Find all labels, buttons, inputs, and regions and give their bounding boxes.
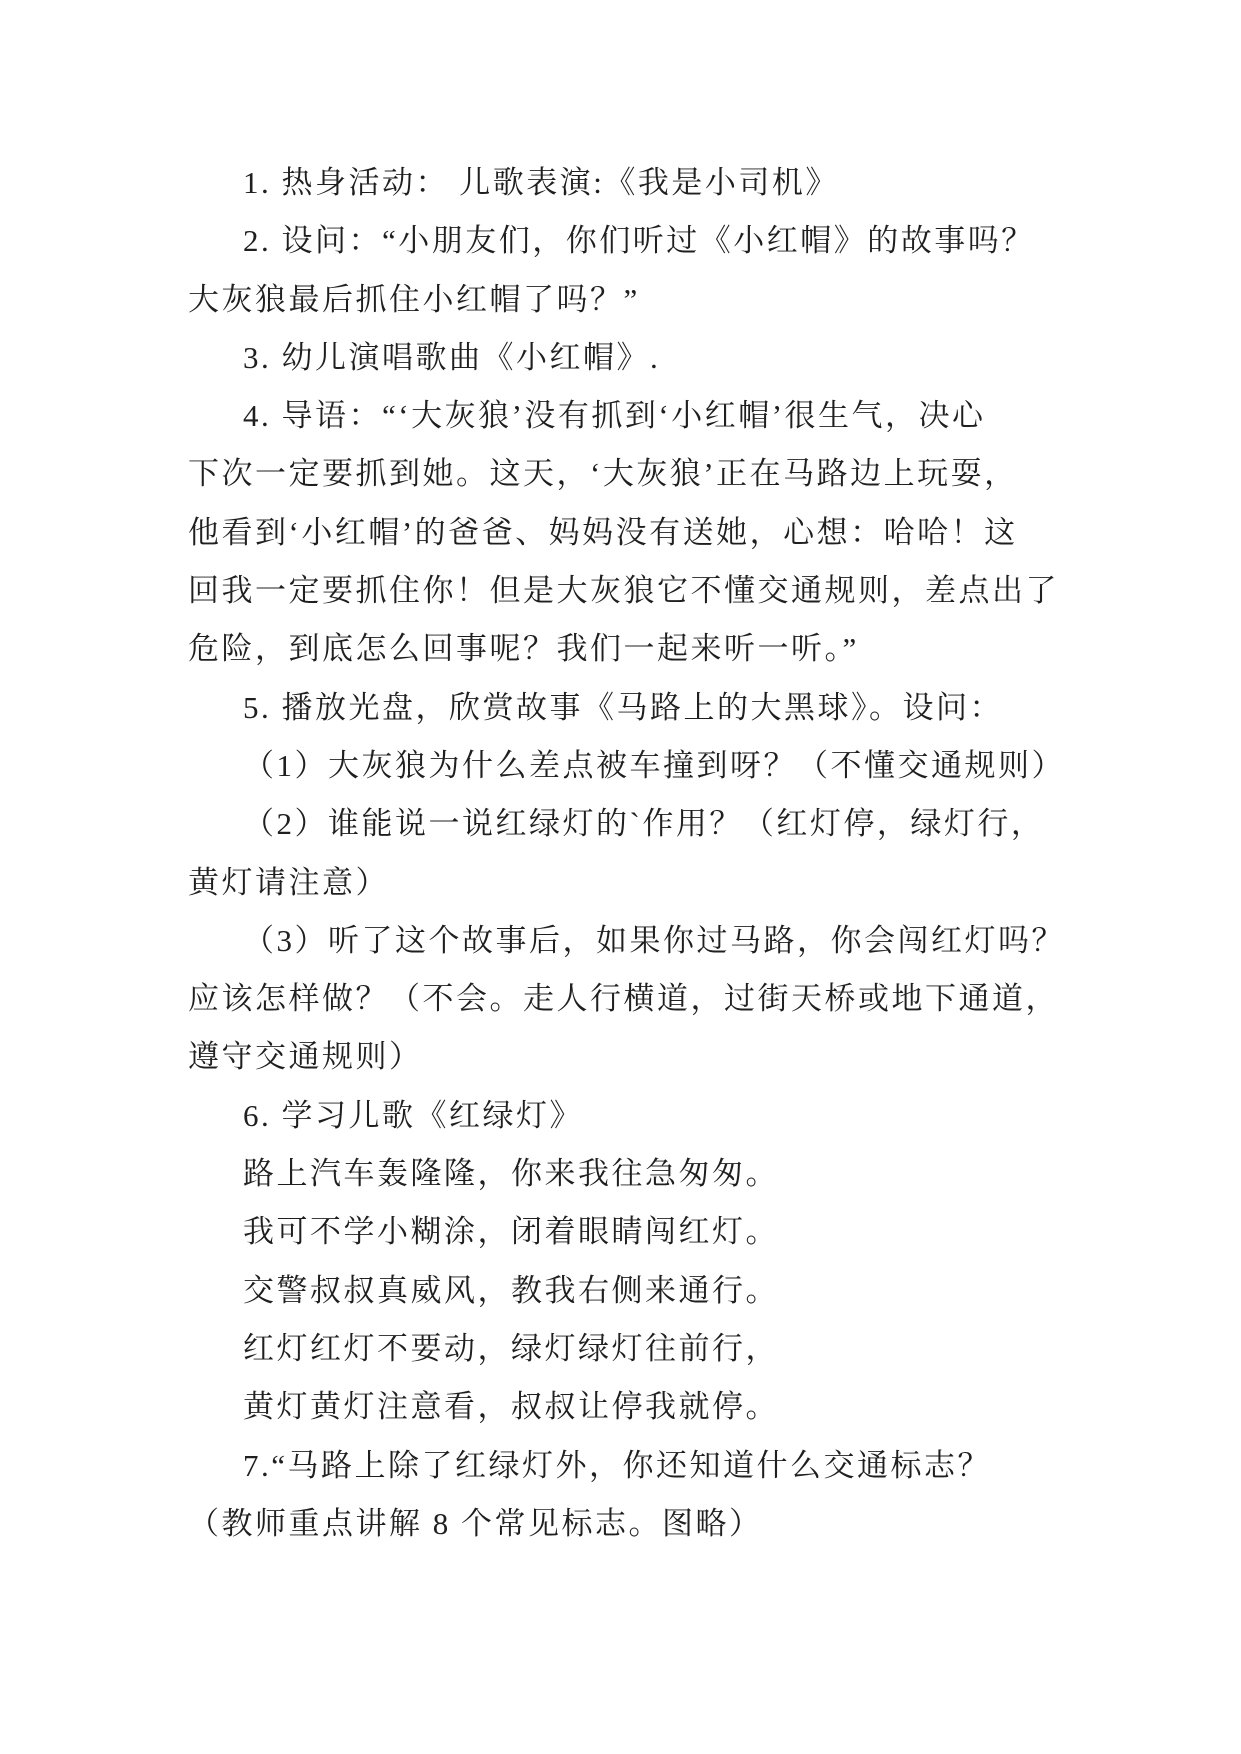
text-line: （1）大灰狼为什么差点被车撞到呀？（不懂交通规则）: [243, 747, 1065, 783]
text-line: 4. 导语：“‘大灰狼’没有抓到‘小红帽’很生气，决心: [243, 398, 986, 434]
text-line: 6. 学习儿歌《红绿灯》: [243, 1097, 583, 1133]
text-line: 他看到‘小红帽’的爸爸、妈妈没有送她，心想：哈哈！这: [188, 514, 1018, 550]
text-line: 交警叔叔真威风，教我右侧来通行。: [243, 1272, 779, 1308]
text-line: 回我一定要抓住你！但是大灰狼它不懂交通规则，差点出了: [188, 573, 1059, 609]
text-line: 危险，到底怎么回事呢？我们一起来听一听。”: [188, 631, 859, 667]
text-line: （2）谁能说一说红绿灯的`作用？（红灯停，绿灯行，: [243, 806, 1045, 842]
text-line: 7.“马路上除了红绿灯外，你还知道什么交通标志？: [243, 1447, 992, 1483]
text-line: 下次一定要抓到她。这天，‘大灰狼’正在马路边上玩耍，: [188, 456, 1018, 492]
text-line: （教师重点讲解 8 个常见标志。图略）: [188, 1505, 763, 1541]
text-line: （3）听了这个故事后，如果你过马路，你会闯红灯吗？: [243, 922, 1065, 958]
text-line: 2. 设问：“小朋友们，你们听过《小红帽》的故事吗？: [243, 223, 1035, 259]
text-line: 大灰狼最后抓住小红帽了吗？”: [188, 281, 640, 317]
text-line: 黄灯请注意）: [188, 864, 389, 900]
text-line: 黄灯黄灯注意看，叔叔让停我就停。: [243, 1389, 779, 1425]
text-line: 3. 幼儿演唱歌曲《小红帽》.: [243, 339, 661, 375]
text-line: 我可不学小糊涂，闭着眼睛闯红灯。: [243, 1214, 779, 1250]
text-line: 5. 播放光盘，欣赏故事《马路上的大黑球》。设问：: [243, 689, 1003, 725]
text-line: 1. 热身活动： 儿歌表演:《我是小司机》: [243, 165, 839, 200]
text-line: 路上汽车轰隆隆，你来我往急匆匆。: [243, 1156, 779, 1192]
text-line: 遵守交通规则）: [188, 1039, 423, 1075]
text-line: 应该怎样做？（不会。走人行横道，过街天桥或地下通道，: [188, 981, 1059, 1017]
lesson-plan-text: [188, 154, 1063, 1553]
text-line: 红灯红灯不要动，绿灯绿灯往前行，: [243, 1330, 779, 1366]
